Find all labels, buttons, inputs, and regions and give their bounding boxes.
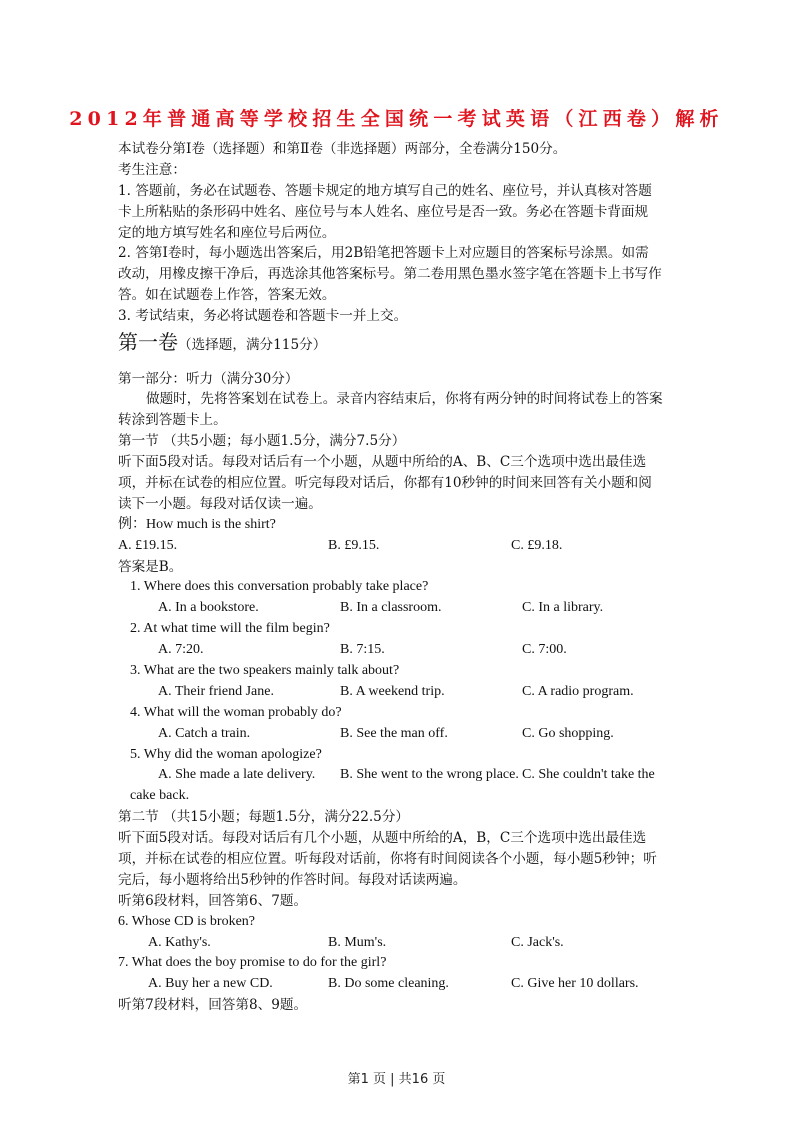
option-c: C. Go shopping. bbox=[522, 725, 614, 741]
part1-para: 转涂到答题卡上。 bbox=[118, 412, 227, 429]
option-c: C. 7:00. bbox=[522, 642, 567, 658]
option-a: A. 7:20. bbox=[158, 642, 204, 658]
question-options bbox=[118, 765, 688, 786]
option-c: C. £9.18. bbox=[511, 537, 563, 553]
intro-line: 3. 考试结束，务必将试题卷和答题卡一并上交。 bbox=[118, 308, 408, 325]
intro-line: 答。如在试题卷上作答，答案无效。 bbox=[118, 287, 336, 304]
page-footer: 第1 页 | 共16 页 bbox=[347, 1072, 446, 1087]
option-b: B. A weekend trip. bbox=[340, 683, 445, 699]
example-options bbox=[118, 536, 688, 557]
intro-line: 改动，用橡皮擦干净后，再选涂其他答案标号。第二卷用黑色墨水签字笔在答题卡上书写作 bbox=[118, 266, 662, 283]
question-options bbox=[118, 682, 688, 703]
option-b: B. She went to the wrong place. bbox=[340, 767, 519, 783]
example-question: 例：How much is the shirt? bbox=[118, 516, 276, 532]
question: 2. At what time will the film begin? bbox=[130, 621, 330, 637]
option-c: C. Jack's. bbox=[511, 934, 564, 950]
option-a: A. Their friend Jane. bbox=[158, 683, 274, 699]
volume1-note: （选择题，满分115分） bbox=[178, 337, 327, 354]
intro-line: 2. 答第Ⅰ卷时，每小题选出答案后，用2B铅笔把答题卡上对应题目的答案标号涂黑。如需 bbox=[118, 245, 649, 262]
section2-heading: 第二节 （共15小题；每题1.5分，满分22.5分） bbox=[118, 809, 410, 826]
section1-instructions: 读下一小题。每段对话仅读一遍。 bbox=[118, 495, 322, 512]
option-a: A. She made a late delivery. bbox=[158, 767, 316, 783]
option-b: B. 7:15. bbox=[340, 642, 385, 658]
option-b: B. In a classroom. bbox=[340, 600, 442, 616]
intro-line: 本试卷分第Ⅰ卷（选择题）和第Ⅱ卷（非选择题）两部分，全卷满分150分。 bbox=[118, 141, 567, 157]
volume1-heading bbox=[118, 327, 688, 359]
option-b: B. Mum's. bbox=[328, 934, 387, 950]
section1-instructions: 项，并标在试卷的相应位置。听完每段对话后，你都有10秒钟的时间来回答有关小题和阅 bbox=[118, 474, 652, 491]
document-title: 2012年普通高等学校招生全国统一考试英语（江西卷）解析 bbox=[69, 108, 724, 130]
option-c: C. She couldn't take the bbox=[522, 767, 655, 783]
question: 5. Why did the woman apologize? bbox=[130, 746, 322, 762]
intro-line: 1. 答题前，务必在试题卷、答题卡规定的地方填写自己的姓名、座位号，并认真核对答题 bbox=[118, 182, 652, 199]
option-c: C. Give her 10 dollars. bbox=[511, 976, 639, 992]
intro-line: 卡上所粘贴的条形码中姓名、座位号与本人姓名、座位号是否一致。务必在答题卡背面规 bbox=[118, 203, 649, 220]
option-c: C. In a library. bbox=[522, 600, 604, 616]
question-options bbox=[118, 933, 688, 954]
volume1-title: 第一卷 bbox=[118, 330, 178, 355]
section1-heading: 第一节 （共5小题；每小题1.5分，满分7.5分） bbox=[118, 433, 406, 450]
section2-instructions: 听下面5段对话。每段对话后有几个小题，从题中所给的A，B，C三个选项中选出最佳选 bbox=[118, 830, 647, 847]
option-continuation: cake back. bbox=[130, 788, 190, 804]
option-a: A. Catch a train. bbox=[158, 725, 251, 741]
section1-instructions: 听下面5段对话。每段对话后有一个小题，从题中所给的A、B、C三个选项中选出最佳选 bbox=[118, 454, 647, 471]
option-c: C. A radio program. bbox=[522, 683, 634, 699]
question: 4. What will the woman probably do? bbox=[130, 704, 342, 720]
question: 6. Whose CD is broken? bbox=[118, 913, 255, 929]
intro-line: 考生注意： bbox=[118, 161, 186, 178]
intro-line: 定的地方填写姓名和座位号后两位。 bbox=[118, 224, 336, 241]
question: 1. Where does this conversation probably take place? bbox=[130, 579, 429, 595]
material-note: 听第7段材料，回答第8、9题。 bbox=[118, 997, 308, 1014]
question: 7. What does the boy promise to do for the girl? bbox=[118, 955, 387, 971]
example-answer: 答案是B。 bbox=[118, 558, 183, 575]
option-a: A. In a bookstore. bbox=[158, 600, 259, 616]
material-note: 听第6段材料，回答第6、7题。 bbox=[118, 892, 308, 909]
document-body bbox=[118, 139, 688, 1016]
option-a: A. £19.15. bbox=[118, 537, 178, 553]
option-b: B. Do some cleaning. bbox=[328, 976, 449, 992]
part1-para: 做题时，先将答案划在试卷上。录音内容结束后，你将有两分钟的时间将试卷上的答案 bbox=[146, 391, 663, 408]
question: 3. What are the two speakers mainly talk about? bbox=[130, 662, 400, 678]
question-options bbox=[118, 724, 688, 745]
option-a: A. Kathy's. bbox=[148, 934, 211, 950]
question-options bbox=[118, 640, 688, 661]
question-options bbox=[118, 974, 688, 995]
option-b: B. See the man off. bbox=[340, 725, 448, 741]
part1-heading: 第一部分：听力（满分30分） bbox=[118, 370, 299, 387]
option-b: B. £9.15. bbox=[328, 537, 380, 553]
section2-instructions: 项，并标在试卷的相应位置。听每段对话前，你将有时间阅读各个小题，每小题5秒钟；听 bbox=[118, 851, 657, 867]
option-a: A. Buy her a new CD. bbox=[148, 976, 273, 992]
section2-instructions: 完后，每小题将给出5秒钟的作答时间。每段对话读两遍。 bbox=[118, 871, 467, 888]
question-options bbox=[118, 598, 688, 619]
